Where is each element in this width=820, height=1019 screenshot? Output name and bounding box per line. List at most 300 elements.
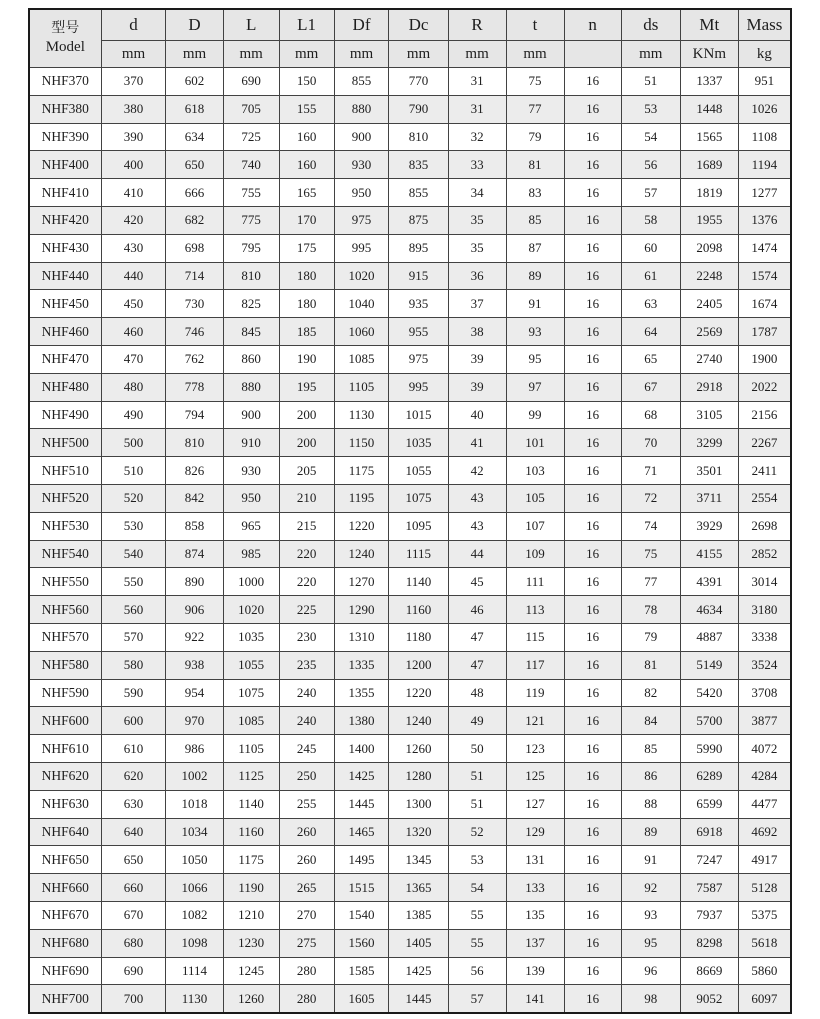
value-cell: 72	[621, 484, 680, 512]
value-cell: 680	[101, 929, 166, 957]
value-cell: 77	[506, 95, 564, 123]
value-cell: 1245	[223, 957, 279, 985]
value-cell: 195	[279, 373, 334, 401]
value-cell: 1026	[738, 95, 791, 123]
value-cell: 16	[564, 457, 621, 485]
value-cell: 730	[166, 290, 223, 318]
value-cell: 1787	[738, 318, 791, 346]
column-header-t: t	[506, 9, 564, 41]
value-cell: 16	[564, 484, 621, 512]
value-cell: 3708	[738, 679, 791, 707]
value-cell: 1210	[223, 901, 279, 929]
value-cell: 1060	[334, 318, 389, 346]
value-cell: 16	[564, 901, 621, 929]
value-cell: 31	[448, 95, 506, 123]
table-row	[29, 568, 791, 596]
value-cell: 1055	[223, 651, 279, 679]
value-cell: 57	[448, 985, 506, 1013]
value-cell: 85	[621, 735, 680, 763]
value-cell: 1015	[389, 401, 448, 429]
value-cell: 6599	[680, 790, 738, 818]
model-cell: NHF570	[29, 623, 101, 651]
value-cell: 1425	[334, 762, 389, 790]
model-cell: NHF450	[29, 290, 101, 318]
value-cell: 98	[621, 985, 680, 1013]
value-cell: 51	[448, 790, 506, 818]
value-cell: 91	[506, 290, 564, 318]
value-cell: 1240	[389, 707, 448, 735]
table-row	[29, 957, 791, 985]
value-cell: 440	[101, 262, 166, 290]
value-cell: 1194	[738, 151, 791, 179]
value-cell: 3711	[680, 484, 738, 512]
model-cell: NHF560	[29, 596, 101, 624]
value-cell: 150	[279, 68, 334, 96]
value-cell: 16	[564, 318, 621, 346]
value-cell: 240	[279, 679, 334, 707]
value-cell: 230	[279, 623, 334, 651]
value-cell: 1020	[223, 596, 279, 624]
unit-cell-l: mm	[223, 41, 279, 68]
model-cell: NHF610	[29, 735, 101, 763]
model-cell: NHF370	[29, 68, 101, 96]
column-header-df: Df	[334, 9, 389, 41]
value-cell: 1085	[223, 707, 279, 735]
value-cell: 16	[564, 735, 621, 763]
model-cell: NHF400	[29, 151, 101, 179]
value-cell: 84	[621, 707, 680, 735]
value-cell: 16	[564, 707, 621, 735]
value-cell: 490	[101, 401, 166, 429]
value-cell: 16	[564, 262, 621, 290]
value-cell: 16	[564, 401, 621, 429]
value-cell: 41	[448, 429, 506, 457]
value-cell: 880	[223, 373, 279, 401]
spec-table	[28, 8, 792, 1014]
value-cell: 95	[506, 345, 564, 373]
value-cell: 35	[448, 234, 506, 262]
unit-cell-mass: kg	[738, 41, 791, 68]
value-cell: 250	[279, 762, 334, 790]
value-cell: 16	[564, 95, 621, 123]
value-cell: 520	[101, 484, 166, 512]
column-header-model	[29, 9, 101, 68]
value-cell: 795	[223, 234, 279, 262]
value-cell: 39	[448, 373, 506, 401]
value-cell: 690	[101, 957, 166, 985]
value-cell: 79	[621, 623, 680, 651]
value-cell: 75	[506, 68, 564, 96]
value-cell: 450	[101, 290, 166, 318]
table-row	[29, 985, 791, 1013]
value-cell: 705	[223, 95, 279, 123]
value-cell: 245	[279, 735, 334, 763]
value-cell: 930	[223, 457, 279, 485]
value-cell: 986	[166, 735, 223, 763]
value-cell: 1605	[334, 985, 389, 1013]
model-cell: NHF620	[29, 762, 101, 790]
column-header-dc: Dc	[389, 9, 448, 41]
table-body	[29, 68, 791, 1014]
value-cell: 1290	[334, 596, 389, 624]
column-header-d: d	[101, 9, 166, 41]
value-cell: 5618	[738, 929, 791, 957]
value-cell: 995	[334, 234, 389, 262]
value-cell: 7587	[680, 874, 738, 902]
table-row	[29, 651, 791, 679]
value-cell: 1150	[334, 429, 389, 457]
value-cell: 160	[279, 123, 334, 151]
value-cell: 34	[448, 179, 506, 207]
value-cell: 16	[564, 290, 621, 318]
value-cell: 4155	[680, 540, 738, 568]
value-cell: 220	[279, 568, 334, 596]
value-cell: 3524	[738, 651, 791, 679]
value-cell: 965	[223, 512, 279, 540]
value-cell: 3877	[738, 707, 791, 735]
value-cell: 44	[448, 540, 506, 568]
value-cell: 35	[448, 206, 506, 234]
value-cell: 3180	[738, 596, 791, 624]
value-cell: 220	[279, 540, 334, 568]
value-cell: 2022	[738, 373, 791, 401]
value-cell: 845	[223, 318, 279, 346]
value-cell: 1465	[334, 818, 389, 846]
value-cell: 1050	[166, 846, 223, 874]
value-cell: 4692	[738, 818, 791, 846]
column-header-l: L	[223, 9, 279, 41]
value-cell: 55	[448, 901, 506, 929]
value-cell: 85	[506, 206, 564, 234]
value-cell: 1140	[389, 568, 448, 596]
value-cell: 1002	[166, 762, 223, 790]
value-cell: 6097	[738, 985, 791, 1013]
value-cell: 7937	[680, 901, 738, 929]
value-cell: 43	[448, 512, 506, 540]
table-row	[29, 484, 791, 512]
value-cell: 670	[101, 901, 166, 929]
value-cell: 105	[506, 484, 564, 512]
value-cell: 550	[101, 568, 166, 596]
value-cell: 6289	[680, 762, 738, 790]
value-cell: 1220	[389, 679, 448, 707]
value-cell: 1140	[223, 790, 279, 818]
value-cell: 1000	[223, 568, 279, 596]
value-cell: 640	[101, 818, 166, 846]
value-cell: 1230	[223, 929, 279, 957]
value-cell: 60	[621, 234, 680, 262]
value-cell: 56	[448, 957, 506, 985]
value-cell: 1495	[334, 846, 389, 874]
value-cell: 95	[621, 929, 680, 957]
value-cell: 7247	[680, 846, 738, 874]
model-cell: NHF670	[29, 901, 101, 929]
value-cell: 79	[506, 123, 564, 151]
value-cell: 1220	[334, 512, 389, 540]
value-cell: 1125	[223, 762, 279, 790]
value-cell: 951	[738, 68, 791, 96]
value-cell: 93	[506, 318, 564, 346]
value-cell: 1130	[334, 401, 389, 429]
value-cell: 6918	[680, 818, 738, 846]
value-cell: 33	[448, 151, 506, 179]
value-cell: 1540	[334, 901, 389, 929]
value-cell: 3014	[738, 568, 791, 596]
value-cell: 1260	[389, 735, 448, 763]
value-cell: 540	[101, 540, 166, 568]
value-cell: 2248	[680, 262, 738, 290]
value-cell: 16	[564, 429, 621, 457]
value-cell: 127	[506, 790, 564, 818]
value-cell: 5149	[680, 651, 738, 679]
value-cell: 16	[564, 679, 621, 707]
value-cell: 180	[279, 262, 334, 290]
value-cell: 135	[506, 901, 564, 929]
value-cell: 99	[506, 401, 564, 429]
value-cell: 1560	[334, 929, 389, 957]
value-cell: 620	[101, 762, 166, 790]
table-row	[29, 846, 791, 874]
value-cell: 205	[279, 457, 334, 485]
value-cell: 5375	[738, 901, 791, 929]
table-row	[29, 512, 791, 540]
value-cell: 1474	[738, 234, 791, 262]
value-cell: 121	[506, 707, 564, 735]
value-cell: 618	[166, 95, 223, 123]
value-cell: 240	[279, 707, 334, 735]
value-cell: 900	[334, 123, 389, 151]
value-cell: 895	[389, 234, 448, 262]
value-cell: 1689	[680, 151, 738, 179]
value-cell: 682	[166, 206, 223, 234]
value-cell: 4887	[680, 623, 738, 651]
value-cell: 995	[389, 373, 448, 401]
value-cell: 63	[621, 290, 680, 318]
value-cell: 2569	[680, 318, 738, 346]
model-cell: NHF700	[29, 985, 101, 1013]
value-cell: 1175	[223, 846, 279, 874]
value-cell: 975	[334, 206, 389, 234]
value-cell: 137	[506, 929, 564, 957]
value-cell: 119	[506, 679, 564, 707]
value-cell: 1376	[738, 206, 791, 234]
value-cell: 190	[279, 345, 334, 373]
value-cell: 175	[279, 234, 334, 262]
value-cell: 698	[166, 234, 223, 262]
value-cell: 602	[166, 68, 223, 96]
table-row	[29, 901, 791, 929]
value-cell: 255	[279, 790, 334, 818]
value-cell: 1405	[389, 929, 448, 957]
value-cell: 96	[621, 957, 680, 985]
value-cell: 50	[448, 735, 506, 763]
value-cell: 874	[166, 540, 223, 568]
table-row	[29, 457, 791, 485]
value-cell: 400	[101, 151, 166, 179]
table-row	[29, 373, 791, 401]
value-cell: 370	[101, 68, 166, 96]
table-row	[29, 68, 791, 96]
column-header-r: R	[448, 9, 506, 41]
unit-cell-dc: mm	[389, 41, 448, 68]
value-cell: 660	[101, 874, 166, 902]
value-cell: 16	[564, 540, 621, 568]
value-cell: 1260	[223, 985, 279, 1013]
value-cell: 43	[448, 484, 506, 512]
value-cell: 47	[448, 651, 506, 679]
value-cell: 81	[506, 151, 564, 179]
model-cell: NHF640	[29, 818, 101, 846]
value-cell: 16	[564, 68, 621, 96]
value-cell: 3338	[738, 623, 791, 651]
value-cell: 810	[223, 262, 279, 290]
value-cell: 600	[101, 707, 166, 735]
value-cell: 1195	[334, 484, 389, 512]
value-cell: 3501	[680, 457, 738, 485]
value-cell: 107	[506, 512, 564, 540]
value-cell: 794	[166, 401, 223, 429]
value-cell: 70	[621, 429, 680, 457]
header-unit-row	[29, 41, 791, 68]
value-cell: 215	[279, 512, 334, 540]
unit-cell-n	[564, 41, 621, 68]
value-cell: 2156	[738, 401, 791, 429]
value-cell: 165	[279, 179, 334, 207]
model-cell: NHF500	[29, 429, 101, 457]
value-cell: 75	[621, 540, 680, 568]
value-cell: 40	[448, 401, 506, 429]
value-cell: 1040	[334, 290, 389, 318]
value-cell: 4072	[738, 735, 791, 763]
value-cell: 714	[166, 262, 223, 290]
model-cell: NHF460	[29, 318, 101, 346]
value-cell: 1035	[223, 623, 279, 651]
value-cell: 900	[223, 401, 279, 429]
value-cell: 16	[564, 846, 621, 874]
value-cell: 83	[506, 179, 564, 207]
value-cell: 1105	[223, 735, 279, 763]
value-cell: 2267	[738, 429, 791, 457]
model-cell: NHF380	[29, 95, 101, 123]
table-row	[29, 623, 791, 651]
value-cell: 1160	[389, 596, 448, 624]
value-cell: 1075	[389, 484, 448, 512]
model-cell: NHF590	[29, 679, 101, 707]
unit-cell-df: mm	[334, 41, 389, 68]
value-cell: 825	[223, 290, 279, 318]
table-row	[29, 234, 791, 262]
value-cell: 82	[621, 679, 680, 707]
value-cell: 970	[166, 707, 223, 735]
value-cell: 155	[279, 95, 334, 123]
value-cell: 610	[101, 735, 166, 763]
header-label-row	[29, 9, 791, 41]
table-row	[29, 123, 791, 151]
value-cell: 74	[621, 512, 680, 540]
value-cell: 954	[166, 679, 223, 707]
value-cell: 64	[621, 318, 680, 346]
value-cell: 890	[166, 568, 223, 596]
model-cell: NHF420	[29, 206, 101, 234]
model-cell: NHF430	[29, 234, 101, 262]
value-cell: 16	[564, 957, 621, 985]
table-row	[29, 151, 791, 179]
value-cell: 906	[166, 596, 223, 624]
value-cell: 260	[279, 846, 334, 874]
value-cell: 37	[448, 290, 506, 318]
value-cell: 740	[223, 151, 279, 179]
value-cell: 1400	[334, 735, 389, 763]
table-row	[29, 540, 791, 568]
value-cell: 1240	[334, 540, 389, 568]
model-header-cn: 型号	[51, 20, 80, 36]
value-cell: 630	[101, 790, 166, 818]
value-cell: 460	[101, 318, 166, 346]
value-cell: 1085	[334, 345, 389, 373]
table-row	[29, 790, 791, 818]
value-cell: 1095	[389, 512, 448, 540]
value-cell: 762	[166, 345, 223, 373]
value-cell: 117	[506, 651, 564, 679]
value-cell: 3929	[680, 512, 738, 540]
value-cell: 123	[506, 735, 564, 763]
value-cell: 46	[448, 596, 506, 624]
value-cell: 700	[101, 985, 166, 1013]
value-cell: 280	[279, 957, 334, 985]
table-header	[29, 9, 791, 68]
value-cell: 1300	[389, 790, 448, 818]
value-cell: 1565	[680, 123, 738, 151]
value-cell: 51	[448, 762, 506, 790]
value-cell: 78	[621, 596, 680, 624]
value-cell: 48	[448, 679, 506, 707]
value-cell: 650	[101, 846, 166, 874]
value-cell: 1574	[738, 262, 791, 290]
value-cell: 910	[223, 429, 279, 457]
value-cell: 1448	[680, 95, 738, 123]
table-row	[29, 262, 791, 290]
value-cell: 89	[506, 262, 564, 290]
value-cell: 51	[621, 68, 680, 96]
value-cell: 129	[506, 818, 564, 846]
value-cell: 810	[166, 429, 223, 457]
value-cell: 1900	[738, 345, 791, 373]
value-cell: 1355	[334, 679, 389, 707]
column-header-mass: Mass	[738, 9, 791, 41]
value-cell: 826	[166, 457, 223, 485]
value-cell: 113	[506, 596, 564, 624]
value-cell: 3105	[680, 401, 738, 429]
value-cell: 810	[389, 123, 448, 151]
column-header-mt: Mt	[680, 9, 738, 41]
value-cell: 16	[564, 234, 621, 262]
value-cell: 975	[389, 345, 448, 373]
value-cell: 4634	[680, 596, 738, 624]
value-cell: 1335	[334, 651, 389, 679]
value-cell: 560	[101, 596, 166, 624]
model-cell: NHF690	[29, 957, 101, 985]
model-cell: NHF580	[29, 651, 101, 679]
value-cell: 54	[448, 874, 506, 902]
value-cell: 3299	[680, 429, 738, 457]
value-cell: 71	[621, 457, 680, 485]
value-cell: 1190	[223, 874, 279, 902]
value-cell: 690	[223, 68, 279, 96]
value-cell: 1425	[389, 957, 448, 985]
value-cell: 38	[448, 318, 506, 346]
unit-cell-d: mm	[166, 41, 223, 68]
value-cell: 1082	[166, 901, 223, 929]
